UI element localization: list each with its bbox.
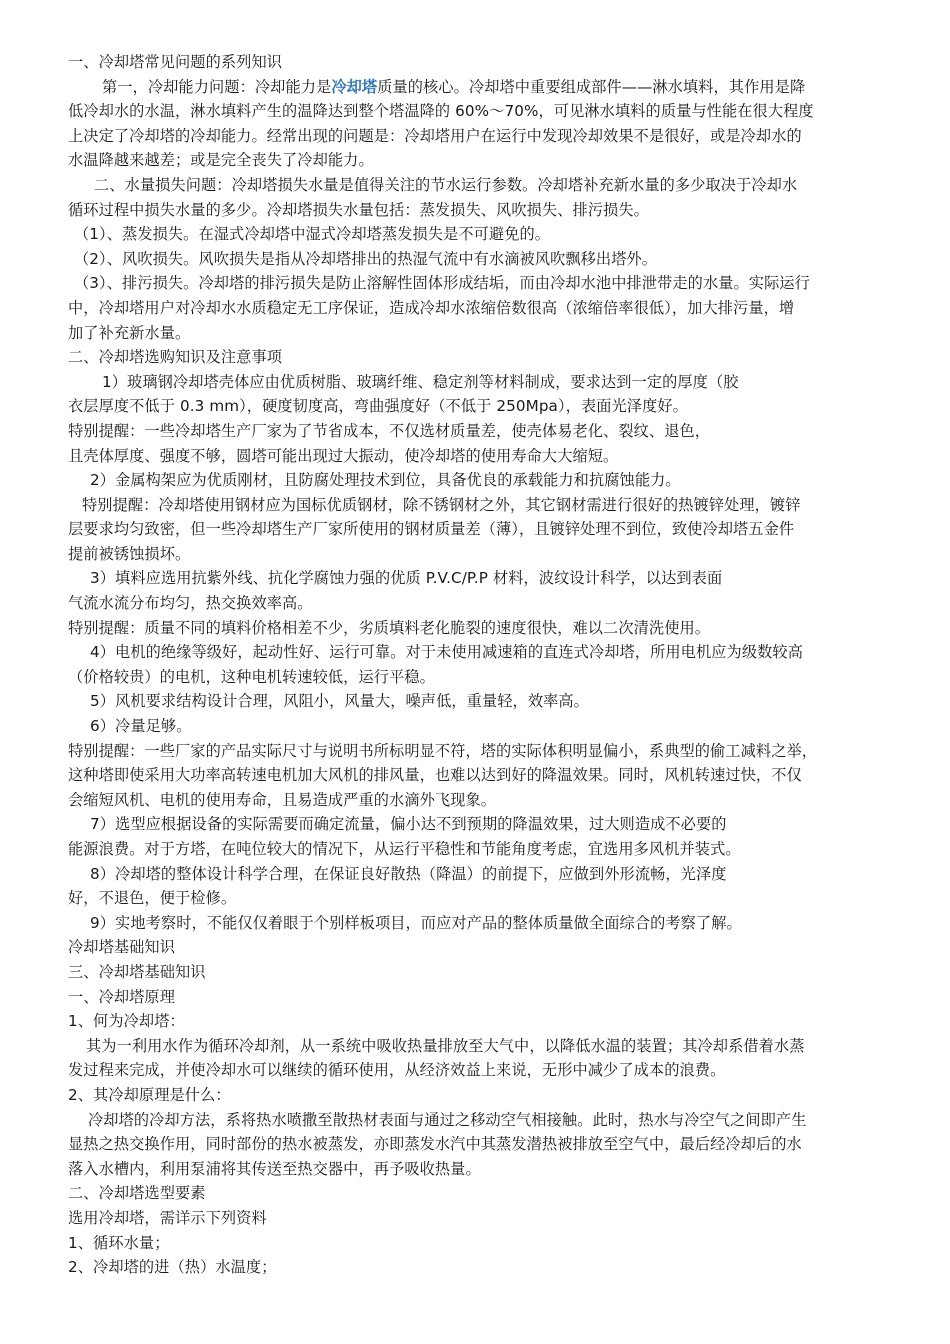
subheading: 2、其冷却原理是什么： [68,1085,231,1104]
list-item: 8）冷却塔的整体设计科学合理，在保证良好散热（降温）的前提下，应做到外形流畅，光泽度 [90,864,727,883]
paragraph-line: 冷却塔的冷却方法，系将热水喷撒至散热材表面与通过之移动空气相接触。此时，热水与冷空气之间即产生 [88,1110,807,1129]
list-item: 7）选型应根据设备的实际需要而确定流量，偏小达不到预期的降温效果，过大则造成不必要的 [90,815,727,834]
text-run: 质量的核心。冷却塔中重要组成部件——淋水填料，其作用是降 [377,77,806,96]
paragraph-line: 低冷却水的水温，淋水填料产生的温降达到整个塔温降的 60%～70%，可见淋水填料的质量与性能在很大程度 [68,102,814,121]
paragraph-line: 提前被锈蚀损坏。 [68,544,191,563]
section-heading: 二、冷却塔选购知识及注意事项 [68,348,283,367]
paragraph-line: 选用冷却塔，需详示下列资料 [68,1208,267,1227]
list-item: 6）冷量足够。 [90,717,192,736]
section-heading: 三、冷却塔基础知识 [68,962,206,981]
note-line: 特别提醒：质量不同的填料价格相差不少，劣质填料老化脆裂的速度很快，难以二次清洗使用。 [68,618,711,637]
paragraph-line: 这种塔即使采用大功率高转速电机加大风机的排风量，也难以达到好的降温效果。同时，风机转速过快，不仅 [68,766,802,785]
paragraph-line: 好，不退色，便于检修。 [68,889,237,908]
paragraph-line: 上决定了冷却塔的冷却能力。经常出现的问题是：冷却塔用户在运行中发现冷却效果不是很好，或是冷却水的 [68,126,802,145]
paragraph-line: 衣层厚度不低于 0.3 mm），硬度韧度高，弯曲强度好（不低于 250Mpa），表面光泽度好。 [68,397,688,416]
note-line: 且壳体厚度、强度不够，圆塔可能出现过大振动，使冷却塔的使用寿命大大缩短。 [68,446,619,465]
paragraph-line: 中，冷却塔用户对冷却水水质稳定无工序保证，造成冷却水浓缩倍数很高（浓缩倍率很低），加大排污量，增 [68,298,795,317]
subheading: 1、何为冷却塔： [68,1012,185,1031]
paragraph-line: 加了补充新水量。 [68,323,191,342]
section-heading: 一、冷却塔常见问题的系列知识 [68,53,283,71]
list-item: （1）、蒸发损失。在湿式冷却塔中湿式冷却塔蒸发损失是不可避免的。 [74,225,551,244]
paragraph-line: 能源浪费。对于方塔，在吨位较大的情况下，从运行平稳性和节能角度考虑，宜选用多风机并装式。 [68,840,741,858]
list-item: 9）实地考察时，不能仅仅着眼于个别样板项目，而应对产品的整体质量做全面综合的考察了解。 [90,913,742,932]
paragraph-line: 显热之热交换作用，同时部份的热水被蒸发，亦即蒸发水汽中其蒸发潜热被排放至空气中，最后经冷却后的水 [68,1135,802,1154]
section-heading: 二、冷却塔选型要素 [68,1184,206,1203]
paragraph-line: 会缩短风机、电机的使用寿命，且易造成严重的水滴外飞现象。 [68,790,497,809]
note-line: 特别提醒：一些厂家的产品实际尺寸与说明书所标明显不符，塔的实际体积明显偏小，系典型的偷工减料之举， [68,741,818,760]
list-item: 2、冷却塔的进（热）水温度； [68,1258,277,1277]
section-heading: 一、冷却塔原理 [68,987,176,1006]
paragraph-line: 落入水槽内，利用泵浦将其传送至热交器中，再予吸收热量。 [68,1159,481,1178]
paragraph-line: 气流水流分布均匀，热交换效率高。 [68,594,313,613]
paragraph-line: （价格较贵）的电机，这种电机转速较低，运行平稳。 [68,667,435,686]
paragraph-line: 发过程来完成，并使冷却水可以继续的循环使用，从经济效益上来说，无形中减少了成本的浪费。 [68,1061,726,1080]
note-line: 特别提醒：冷却塔使用钢材应为国标优质钢材，除不锈钢材之外，其它钢材需进行很好的热镀锌处理，镀锌 [82,495,801,514]
note-line: 特别提醒：一些冷却塔生产厂家为了节省成本，不仅选材质量差，使壳体易老化、裂纹、退色， [68,421,711,440]
list-item: 1、循环水量； [68,1233,170,1252]
list-item: （2）、风吹损失。风吹损失是指从冷却塔排出的热湿气流中有水滴被风吹飘移出塔外。 [74,249,658,268]
list-item: 3）填料应选用抗紫外线、抗化学腐蚀力强的优质 P.V.C/P.P 材料，波纹设计科学，以达到表面 [90,569,723,588]
highlighted-keyword: 冷却塔 [331,77,378,96]
paragraph-line: 层要求均匀致密，但一些冷却塔生产厂家所使用的钢材质量差（薄），且镀锌处理不到位，致使冷却塔五金件 [68,520,795,539]
paragraph-line: 循环过程中损失水量的多少。冷却塔损失水量包括：蒸发损失、风吹损失、排污损失。 [68,200,649,219]
list-item: 1）玻璃钢冷却塔壳体应由优质树脂、玻璃纤维、稳定剂等材料制成，要求达到一定的厚度（胶 [102,372,739,391]
paragraph-line: 其为一利用水作为循环冷却剂，从一系统中吸收热量排放至大气中，以降低水温的装置；其冷却系借着水蒸 [86,1036,805,1055]
list-item: 4）电机的绝缘等级好，起动性好、运行可靠。对于未使用减速箱的直连式冷却塔，所用电机应为级数较高 [90,643,803,662]
paragraph-line: 二、水量损失问题：冷却塔损失水量是值得关注的节水运行参数。冷却塔补充新水量的多少取决于冷却水 [94,175,798,194]
paragraph-line [68,75,886,100]
list-item: 5）风机要求结构设计合理，风阻小，风量大，噪声低，重量轻，效率高。 [90,692,589,711]
list-item: 2）金属构架应为优质刚材，且防腐处理技术到位，具备优良的承载能力和抗腐蚀能力。 [90,471,681,490]
list-item: （3）、排污损失。冷却塔的排污损失是防止溶解性固体形成结垢，而由冷却水池中排泄带走的水量。实际运行 [74,274,810,293]
text-run: 第一，冷却能力问题：冷却能力是 [102,77,332,96]
paragraph-line: 水温降越来越差；或是完全丧失了冷却能力。 [68,151,374,170]
section-heading: 冷却塔基础知识 [68,938,176,957]
